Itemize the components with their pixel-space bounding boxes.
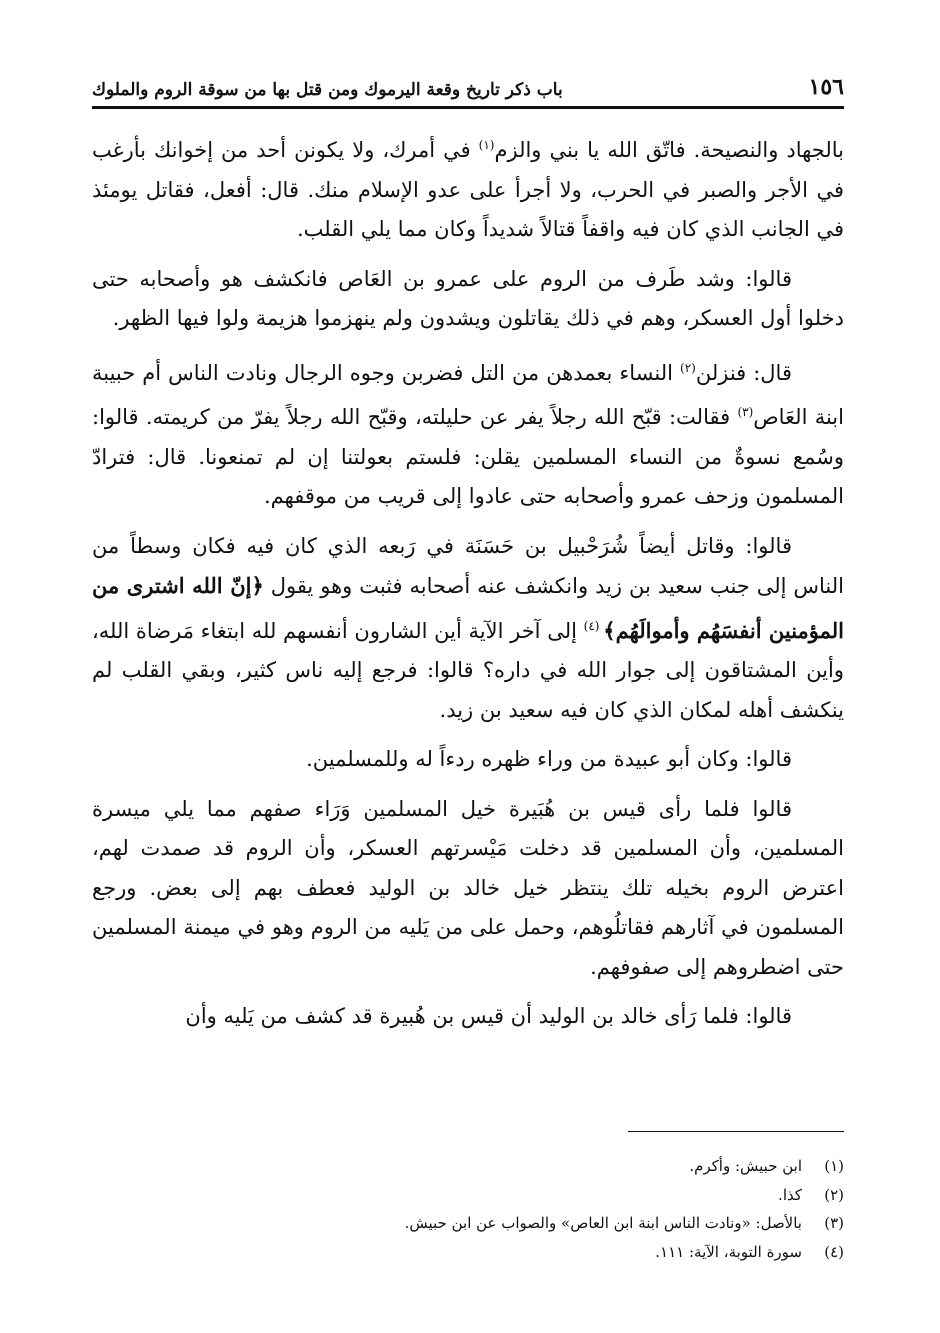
footnote-number: (٣)	[824, 1214, 844, 1232]
footnotes	[92, 1152, 844, 1266]
footnote-marker: (٢)	[680, 360, 696, 375]
footnote	[92, 1209, 844, 1238]
paragraph-text: فقالت: قبّح الله رجلاً يفر عن حليلته، وقبّح الله رجلاً يفرّ من كريمته. قالوا: وسُمع نسوةٌ من النساء المسلمين يقلن: فلستم بعولتنا إن لم تمنعونا. قال: فترادّ المسلمون وزحف عمرو وأصحابه حتى عادوا إلى قريب من موقفهم.	[92, 405, 844, 508]
running-title: باب ذكر تاريخ وقعة اليرموك ومن قتل بها من سوقة الروم والملوك	[92, 80, 563, 100]
footnote	[92, 1152, 844, 1181]
paragraph-text: النساء بعمدهن من التل فضربن وجوه الرجال ونادت الناس أم حبيبة ابنة العَاص	[92, 360, 844, 429]
paragraph-text: قالوا: وقاتل أيضاً شُرَحْبيل بن حَسَنَة في رَبعه الذي كان فيه فكان وسطاً من الناس إلى جنب سعيد بن زيد وانكشف عنه أصحابه فثبت وهو يقول	[92, 533, 844, 598]
footnote-number: (٤)	[824, 1242, 844, 1261]
paragraph-text: قال: فنزلن	[695, 360, 792, 385]
footnote-marker: (٤)	[583, 618, 604, 633]
footnote	[92, 1181, 844, 1210]
quran-quote: ﴿إنّ الله اشترى من المؤمنين أنفسَهُم وأموالَهُم﴾	[92, 573, 845, 643]
footnote-rule	[628, 1131, 844, 1132]
footnote-number: (١)	[824, 1157, 844, 1175]
paragraph-text: قالوا: فلما رَأى خالد بن الوليد أن قيس بن هُبيرة قد كشف من يَليه وأن	[185, 1004, 792, 1028]
footnote	[92, 1238, 844, 1267]
paragraph	[92, 740, 844, 780]
paragraph-text: قالوا: وشد طَرف من الروم على عمرو بن العَاص فانكشف هو وأصحابه حتى دخلوا أول العسكر، وهم في ذلك يقاتلون ويشدون ولم ينهزموا هزيمة ولوا فيها الظهر.	[92, 266, 844, 330]
paragraph	[92, 790, 844, 988]
paragraph-text: في أمرك، ولا يكونن أحد من إخوانك بأرغب في الأجر والصبر في الحرب، ولا أجرأ على عدو الإسلام منك. قال: أفعل، فقاتل يومئذ في الجانب الذي كان فيه واقفاً قتالاً شديداً وكان مما يلي القلب.	[92, 138, 844, 241]
footnote-number: (٢)	[824, 1185, 844, 1204]
page-header	[92, 66, 844, 100]
paragraph	[92, 349, 844, 517]
footnote-text: ابن حبيش: وأكرم.	[689, 1157, 802, 1175]
paragraph-text: قالوا فلما رأى قيس بن هُبَيرة خيل المسلمين وَرَاء صفهم مما يلي ميسرة المسلمين، وأن المسلمين قد دخلت مَيْسرتهم العسكر، وأن الروم قد صمدت لهم، اعترض الروم بخيله تلك ينتظر خيل خالد بن الوليد فعطف بهم إلى بعض. ورجع المسلمون في آثارهم فقاتلُوهم، وحمل على من يَليه من الروم وهو في ميمنة المسلمين حتى اضطروهم إلى صفوفهم.	[92, 796, 844, 979]
paragraph	[92, 527, 844, 731]
paragraph	[92, 997, 844, 1037]
page-number: ١٥٦	[808, 74, 844, 100]
footnote-text: بالأصل: «ونادت الناس ابنة ابن العاص» والصواب عن ابن حبيش.	[404, 1214, 802, 1232]
footnote-marker: (١)	[478, 138, 495, 152]
paragraph-text: بالجهاد والنصيحة. فاتّق الله يا بني والزم	[494, 138, 844, 162]
paragraph	[92, 260, 844, 339]
footnote-text: كذا.	[778, 1185, 802, 1204]
paragraph-text: إلى آخر الآية أين الشارون أنفسهم لله ابتغاء مَرضاة الله، وأين المشتاقون إلى جوار الله في داره؟ قالوا: فرجع إليه ناس كثير، وبقي القلب لم ينكشف أهله لمكان الذي كان فيه سعيد بن زيد.	[92, 618, 844, 722]
footnote-marker: (٣)	[737, 405, 754, 419]
header-rule	[92, 106, 844, 109]
footnote-text: سورة التوبة، الآية: ١١١.	[655, 1242, 802, 1261]
paragraph-text: قالوا: وكان أبو عبيدة من وراء ظهره ردءاً له وللمسلمين.	[306, 747, 792, 771]
main-text	[92, 126, 844, 1047]
paragraph	[92, 126, 844, 250]
